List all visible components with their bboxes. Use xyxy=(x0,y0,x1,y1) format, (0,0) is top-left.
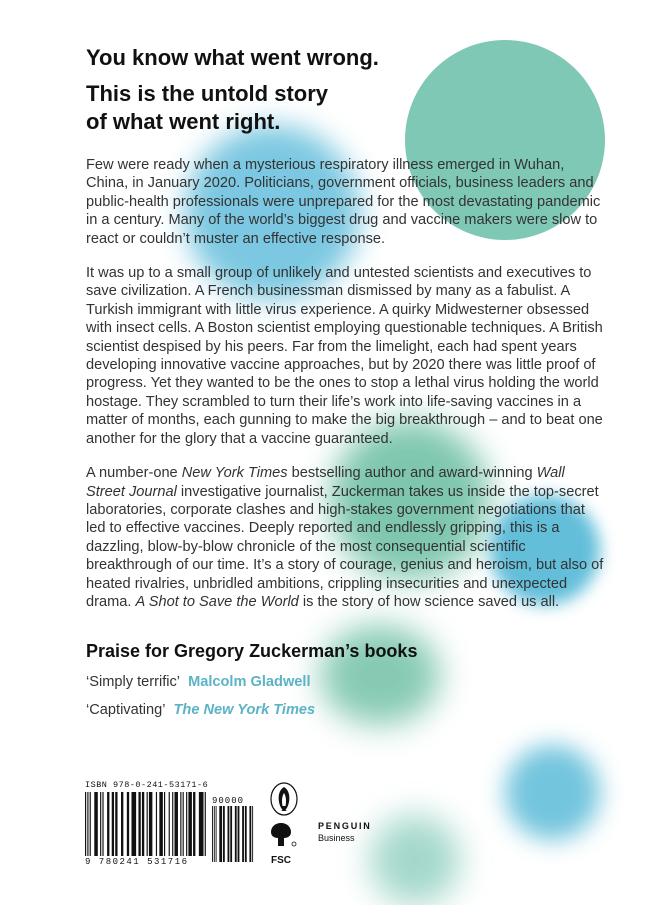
barcode-bar xyxy=(216,806,217,862)
headline-2 xyxy=(86,80,606,136)
quote-2-text: ‘Captivating’ xyxy=(86,702,166,719)
fsc-label: FSC xyxy=(271,855,291,866)
barcode-bar xyxy=(174,792,177,856)
p3-text-3: investigative journalist, Zuckerman takes us inside the top-secret laboratories, corporate clashes and high-stakes government negotiations that led to effective vaccines. Deeply reported and endlessly gripping, this is a dazzling, blow-by-blow chronicle of the most consequential scientific breakthrough of our time. It’s a story of courage, genius and heroism, but also of heated rivalries, unbridled ambitions, crippling insecurities and unexpected drama. xyxy=(86,483,604,610)
publisher-name: PENGUIN xyxy=(318,821,372,831)
barcode-bar xyxy=(214,806,215,862)
headline-2-line-2: of what went right. xyxy=(86,109,281,134)
barcode-bar xyxy=(149,792,152,856)
barcode-number: 9 780241 531716 xyxy=(85,857,189,867)
barcode-bar xyxy=(90,792,91,856)
barcode-bar xyxy=(107,792,109,856)
blurb-paragraph-1: Few were ready when a mysterious respiratory illness emerged in Wuhan, China, in January 2020. Politicians, government officials, business leaders and public-health professionals were unprepared for the most devastating pandemic in a century. Many of the world’s biggest drug and vaccine makers were slow to react or couldn’t muster an effective response. xyxy=(86,157,601,247)
barcode-bar xyxy=(199,792,204,856)
barcode-bar xyxy=(131,792,136,856)
barcode-bar xyxy=(193,792,195,856)
barcode-bar xyxy=(127,792,129,856)
barcode-bar xyxy=(230,806,232,862)
decor-green-circle-bottom xyxy=(370,815,460,905)
barcode-bar xyxy=(223,806,225,862)
penguin-logo-icon xyxy=(270,782,298,816)
barcode-bar xyxy=(183,792,184,856)
quote-2-source: The New York Times xyxy=(173,702,316,719)
barcode-bar xyxy=(85,792,86,856)
isbn-label: ISBN 978-0-241-53171-6 xyxy=(85,780,209,790)
headline-2-line-1: This is the untold story xyxy=(86,81,329,106)
barcode-bar xyxy=(169,792,170,856)
barcode-bar xyxy=(245,806,247,862)
p3-text-1: A number-one xyxy=(86,465,182,482)
fsc-logo xyxy=(265,820,297,864)
decor-blue-circle-bottom xyxy=(505,745,600,840)
barcode-bar xyxy=(205,792,206,856)
barcode-bar xyxy=(112,792,114,856)
addon-barcode-graphic xyxy=(212,806,254,866)
blurb-paragraph-2: It was up to a small group of unlikely and untested scientists and executives to save civilization. A French businessman dismissed by many as a fabulist. A Turkish immigrant with little virus experience. A quirky Midwesterner obsessed with insect cells. A Boston scientist employing questionable techniques. A British scientist despised by his peers. Far from the limelight, each had spent years developing innovative vaccine approaches, but by 2020 there was little proof of progress. Yet they wanted to be the ones to stop a lethal virus holding the world hostage. They scrambled to turn their life’s work into life-saving vaccines in a matter of months, each gunning to make the big breakthrough – and to beat one another for the glory that a vaccine guaranteed. xyxy=(86,265,603,447)
barcode-bar xyxy=(188,792,191,856)
back-cover-text xyxy=(86,44,606,718)
barcode-bar xyxy=(249,806,251,862)
barcode-bar xyxy=(212,806,213,862)
barcode-bar xyxy=(94,792,97,856)
barcode-bar xyxy=(87,792,88,856)
barcode-bar xyxy=(100,792,101,856)
barcode-bar xyxy=(102,792,103,856)
barcode-bar xyxy=(142,792,144,856)
praise-quote-1 xyxy=(86,674,606,690)
p3-wsj: Wall Street Journal xyxy=(86,465,565,500)
barcode-addon xyxy=(212,796,254,871)
barcode-bar xyxy=(242,806,244,862)
p3-text-2: bestselling author and award-winning xyxy=(287,465,537,482)
praise-heading: Praise for Gregory Zuckerman’s books xyxy=(86,641,418,662)
barcode-bar xyxy=(115,792,117,856)
quote-1-text: ‘Simply terrific’ xyxy=(86,674,181,691)
quote-1-source: Malcolm Gladwell xyxy=(188,674,311,691)
p3-nyt: New York Times xyxy=(181,465,288,482)
publisher-imprint: Business xyxy=(318,833,355,843)
headline-1: You know what went wrong. xyxy=(86,45,379,70)
addon-number: 90000 xyxy=(212,796,245,806)
fsc-tree-icon xyxy=(265,820,297,850)
barcode-bar xyxy=(138,792,140,856)
p3-book-title: A Shot to Save the World xyxy=(135,593,299,610)
barcode-bar xyxy=(186,792,187,856)
praise-quote-2 xyxy=(86,702,606,718)
barcode-bar xyxy=(172,792,173,856)
barcode-bar xyxy=(219,806,222,862)
barcode-bar xyxy=(180,792,181,856)
barcode-bar xyxy=(228,806,230,862)
ean-barcode-graphic xyxy=(85,792,207,856)
publisher-block xyxy=(318,821,372,843)
blurb-paragraph-3 xyxy=(86,464,606,611)
p3-text-4: is the story of how science saved us all. xyxy=(298,593,560,610)
barcode-bar xyxy=(159,792,162,856)
barcode-bar xyxy=(252,806,253,862)
barcode-bar xyxy=(238,806,240,862)
barcode-bar xyxy=(235,806,237,862)
barcode-bar xyxy=(147,792,148,856)
barcode-bar xyxy=(164,792,165,856)
barcode-bar xyxy=(156,792,157,856)
barcode-bar xyxy=(121,792,123,856)
